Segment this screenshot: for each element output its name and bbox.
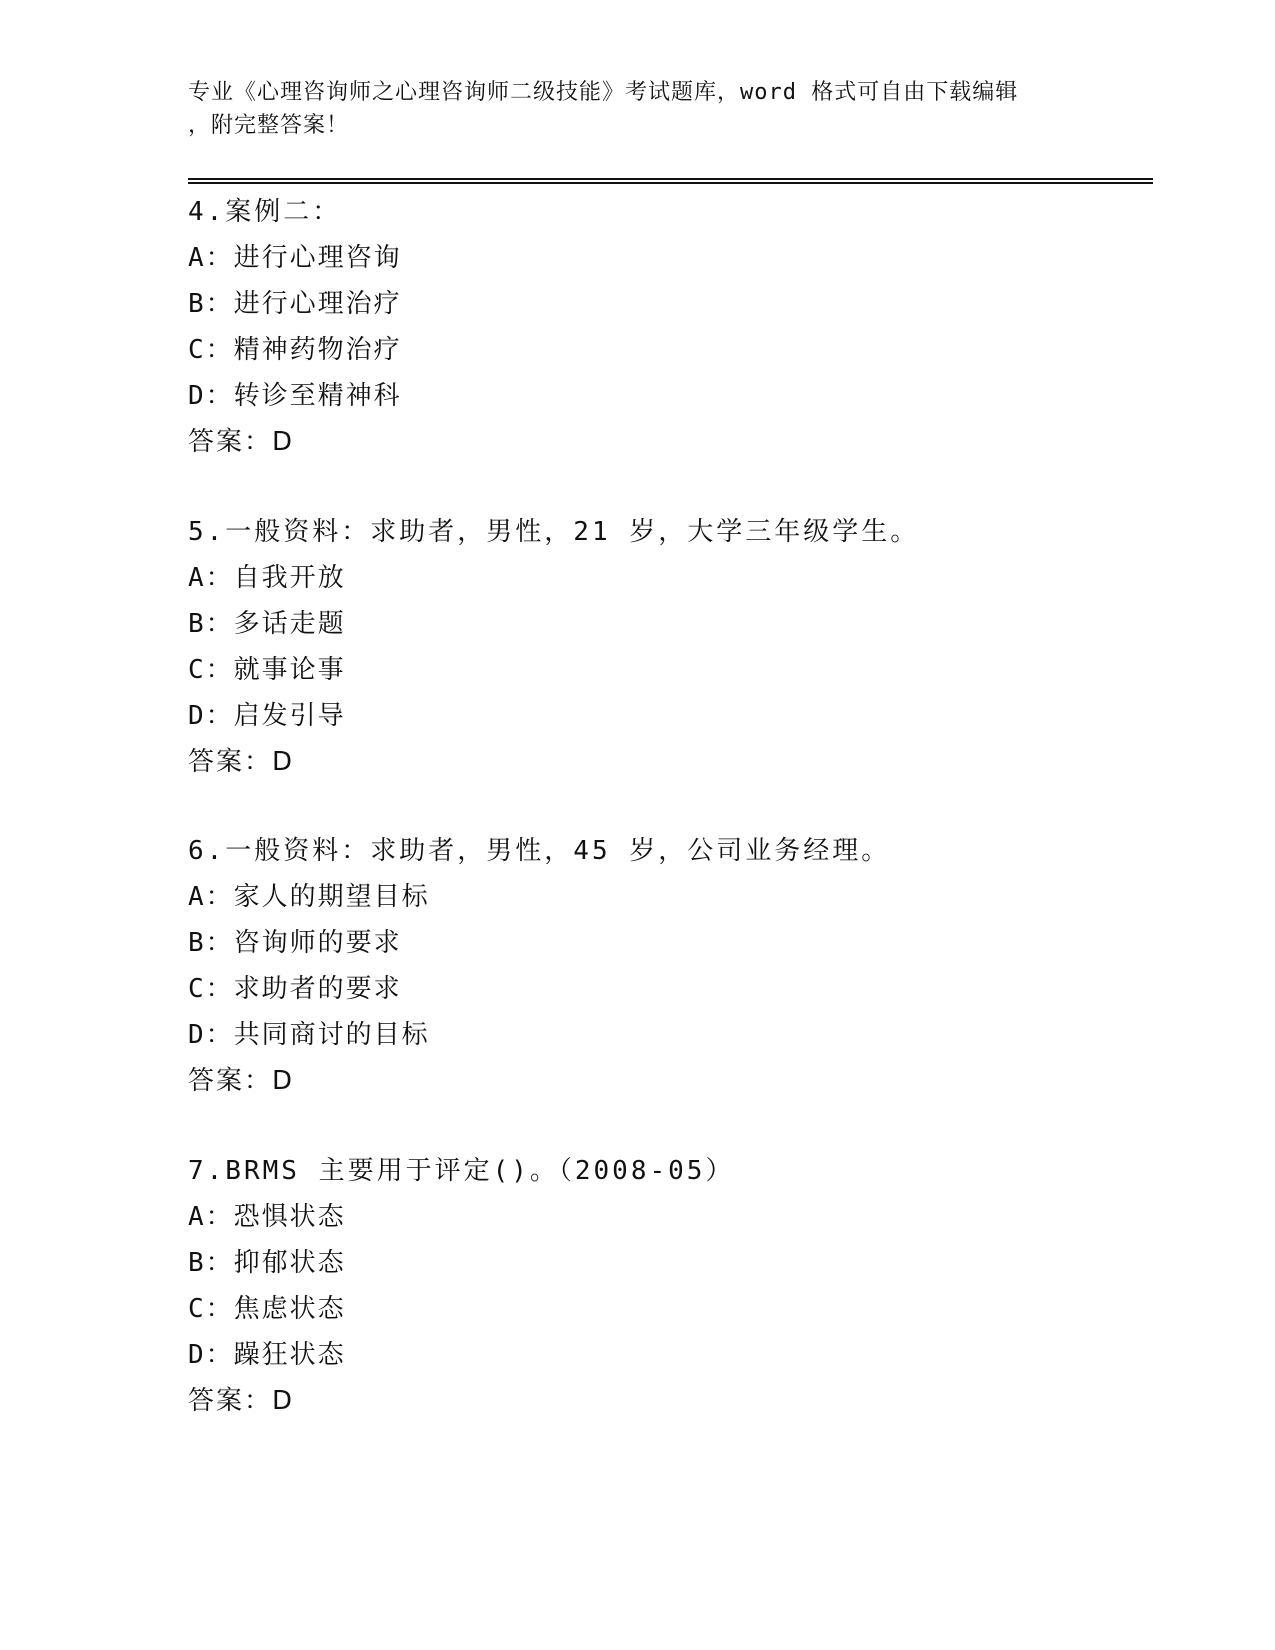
header-divider bbox=[188, 178, 1153, 184]
option-a: A：家人的期望目标 bbox=[188, 882, 430, 912]
option-c: C：求助者的要求 bbox=[188, 974, 402, 1004]
option-d: D：共同商讨的目标 bbox=[188, 1020, 430, 1050]
option-b: B：抑郁状态 bbox=[188, 1248, 346, 1278]
option-d: D：启发引导 bbox=[188, 701, 346, 731]
option-b: B：进行心理治疗 bbox=[188, 289, 402, 319]
question-stem: 7.BRMS 主要用于评定()。（2008-05） bbox=[188, 1156, 735, 1186]
option-a: A：自我开放 bbox=[188, 563, 346, 593]
question-6 bbox=[188, 828, 1188, 1104]
question-stem: 6.一般资料：求助者，男性，45 岁，公司业务经理。 bbox=[188, 836, 891, 866]
answer-line: 答案：D bbox=[188, 1066, 295, 1096]
question-stem: 4.案例二： bbox=[188, 197, 342, 227]
option-b: B：咨询师的要求 bbox=[188, 928, 402, 958]
answer-line: 答案：D bbox=[188, 1386, 295, 1416]
header-line-1: 专业《心理咨询师之心理咨询师二级技能》考试题库，word 格式可自由下载编辑 bbox=[188, 80, 1019, 105]
option-b: B：多话走题 bbox=[188, 609, 346, 639]
header-line-2: ，附完整答案！ bbox=[188, 113, 350, 138]
question-7 bbox=[188, 1148, 1188, 1424]
option-c: C：就事论事 bbox=[188, 655, 346, 685]
option-c: C：精神药物治疗 bbox=[188, 335, 402, 365]
option-d: D：转诊至精神科 bbox=[188, 381, 402, 411]
option-c: C：焦虑状态 bbox=[188, 1294, 346, 1324]
option-d: D：躁狂状态 bbox=[188, 1340, 346, 1370]
question-4 bbox=[188, 189, 1188, 465]
option-a: A：进行心理咨询 bbox=[188, 243, 402, 273]
answer-line: 答案：D bbox=[188, 747, 295, 777]
document-header bbox=[188, 76, 1088, 142]
answer-line: 答案：D bbox=[188, 427, 295, 457]
question-5 bbox=[188, 509, 1188, 785]
question-stem: 5.一般资料：求助者，男性，21 岁，大学三年级学生。 bbox=[188, 517, 920, 547]
option-a: A：恐惧状态 bbox=[188, 1202, 346, 1232]
